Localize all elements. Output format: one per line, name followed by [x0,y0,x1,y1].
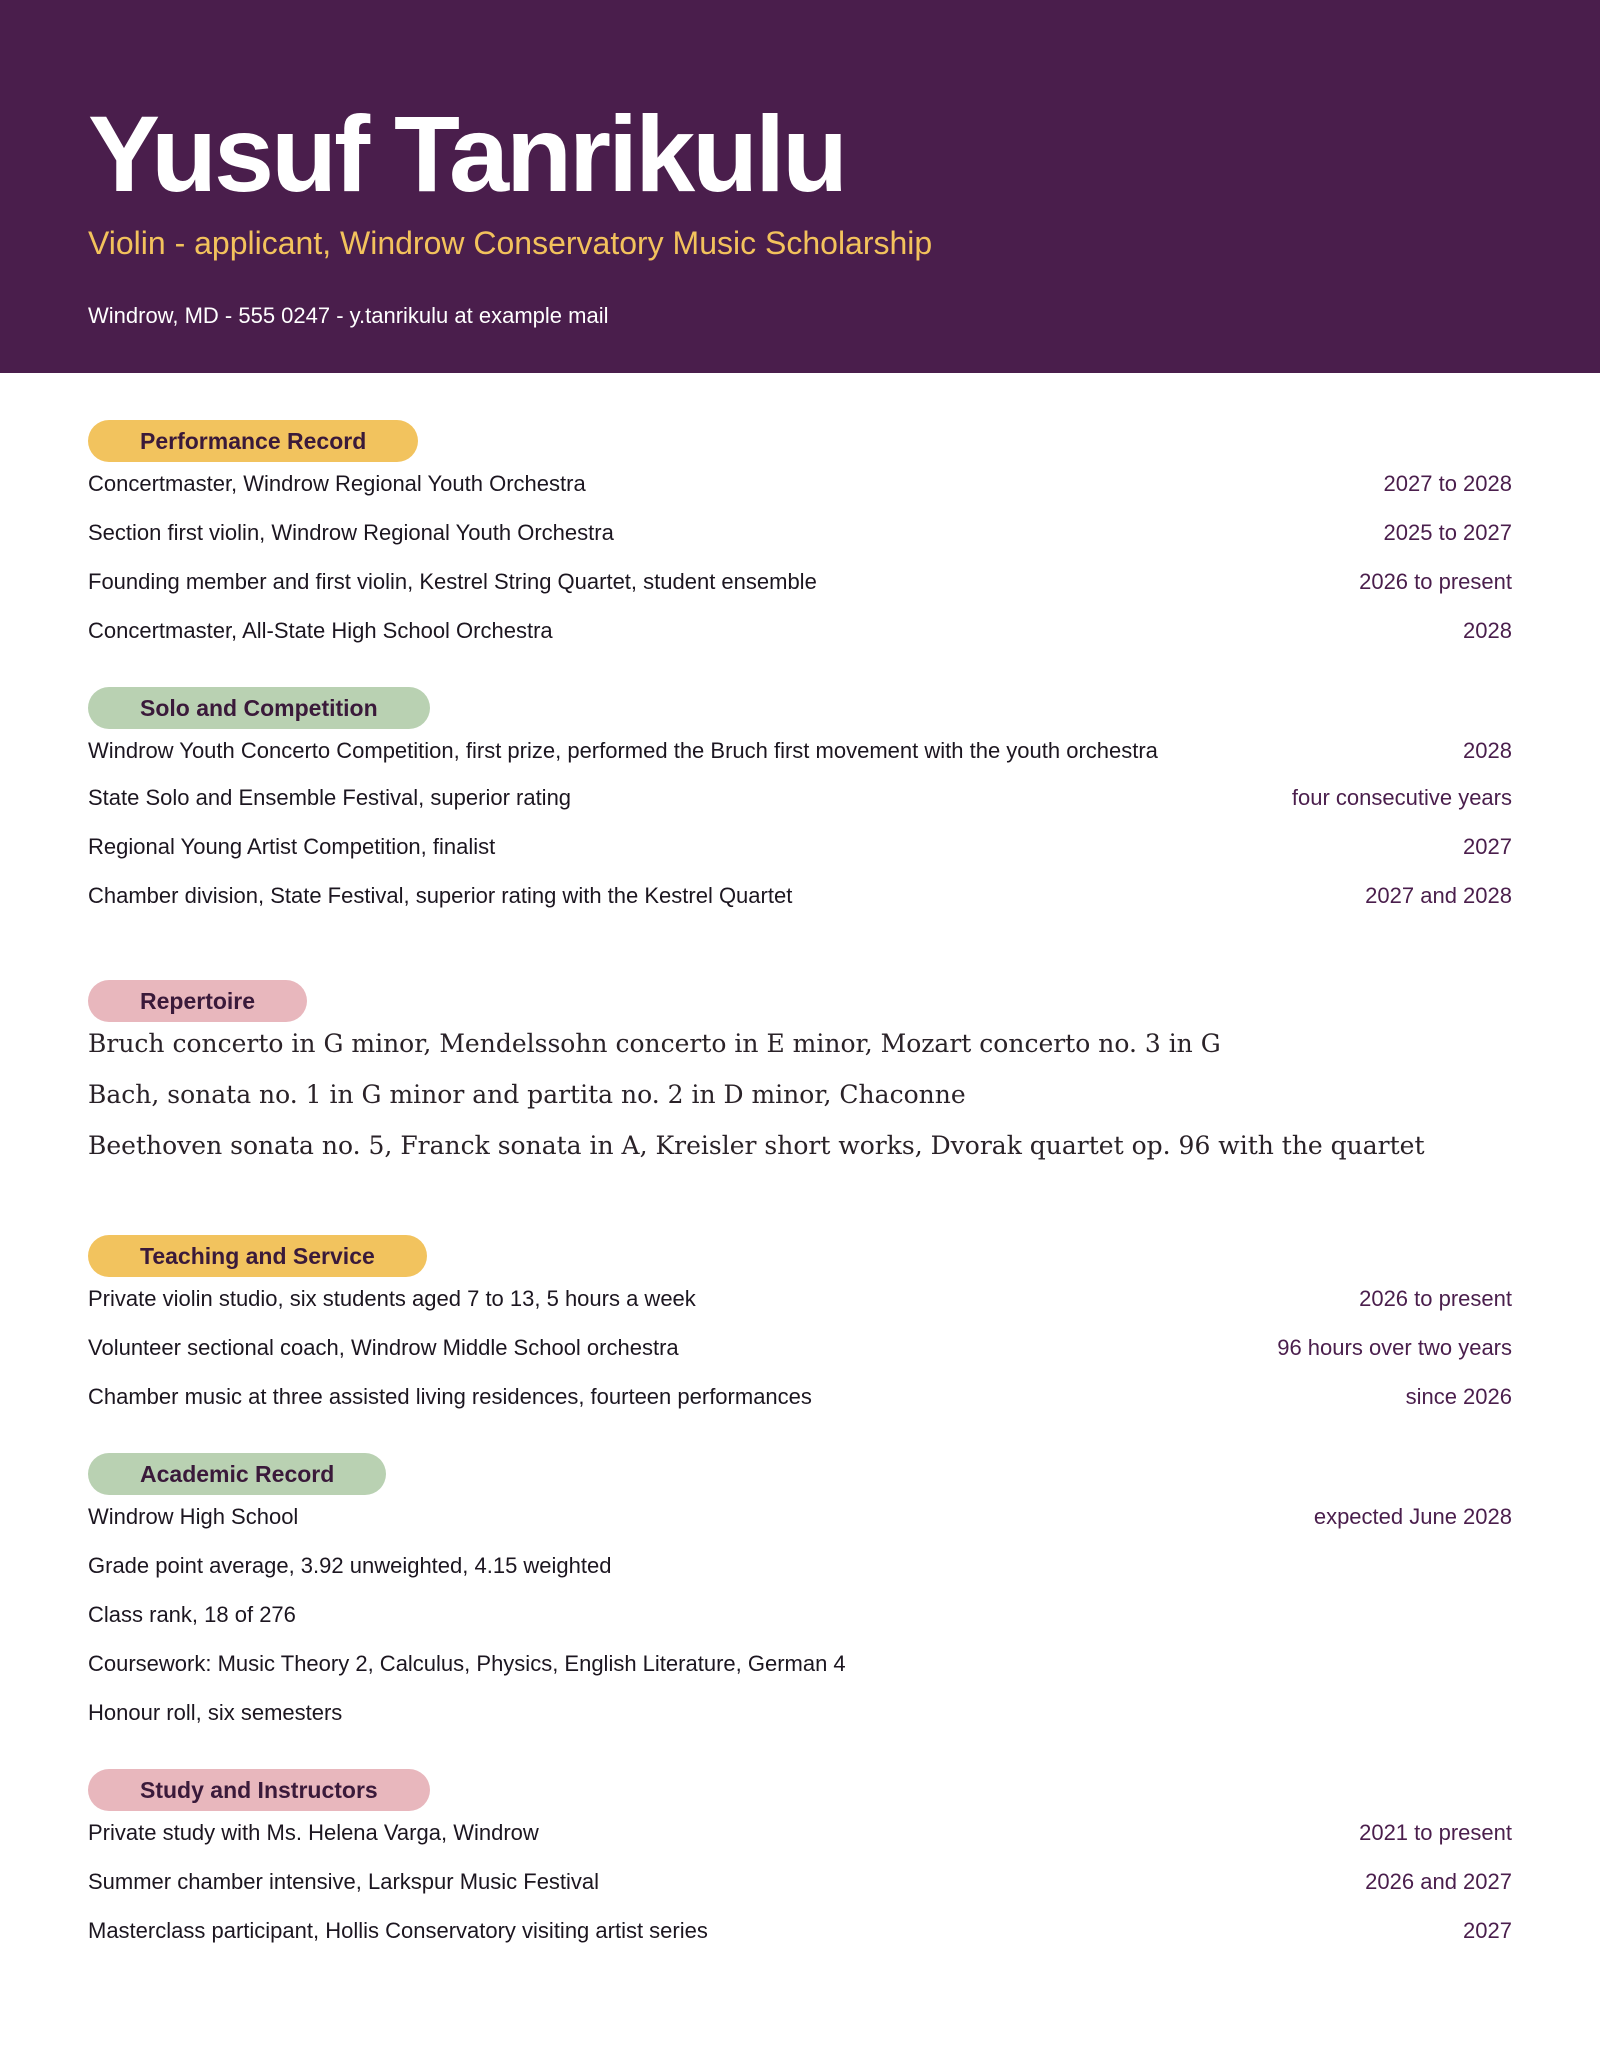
entry-text: Founding member and first violin, Kestrel String Quartet, student ensemble [88,569,817,594]
list-item [88,1917,1512,1944]
entry-date: 2026 to present [1359,1286,1512,1311]
list-item [88,1383,1512,1410]
section-repertoire [88,980,1512,1162]
entry-text: Honour roll, six semesters [88,1700,343,1725]
entry-text: Concertmaster, Windrow Regional Youth Orchestra [88,471,586,496]
list-item [88,470,1512,497]
entry-date: 2027 [1463,834,1512,859]
entry-list [88,470,1512,644]
entry-date: 2025 to 2027 [1383,520,1512,545]
section-heading: Academic Record [88,1453,386,1495]
list-item [88,1552,1512,1579]
entry-text: Private study with Ms. Helena Varga, Windrow [88,1820,539,1845]
entry-text: Windrow High School [88,1504,299,1529]
applicant-name: Yusuf Tanrikulu [88,93,846,214]
list-item [88,1601,1512,1628]
header-banner [0,0,1600,373]
list-item [88,1819,1512,1846]
entry-date: since 2026 [1405,1384,1512,1409]
list-item [88,1503,1512,1530]
entry-date: 2027 and 2028 [1365,883,1512,908]
entry-date: four consecutive years [1291,785,1512,810]
list-item [88,737,1512,764]
entry-list [88,1819,1512,1944]
repertoire-line: Beethoven sonata no. 5, Franck sonata in A, Kreisler short works, Dvorak quartet op. 96 with the quartet [88,1131,1425,1160]
applicant-subtitle: Violin - applicant, Windrow Conservatory Music Scholarship [88,225,933,261]
entry-list [88,1285,1512,1410]
section-solo-and-competition [88,687,1512,909]
section-heading: Teaching and Service [88,1235,427,1277]
repertoire-line: Bach, sonata no. 1 in G minor and partita no. 2 in D minor, Chaconne [88,1080,966,1109]
section-study-and-instructors [88,1769,1512,1944]
list-item [88,1130,1512,1162]
entry-text: State Solo and Ensemble Festival, superior rating [88,785,572,810]
list-item [88,1285,1512,1312]
list-item [88,1334,1512,1361]
list-item [88,882,1512,909]
entry-date: 2027 to 2028 [1383,471,1512,496]
list-item [88,1079,1512,1111]
section-heading: Repertoire [88,980,307,1022]
list-item [88,519,1512,546]
list-item [88,568,1512,595]
entry-text: Class rank, 18 of 276 [88,1602,296,1627]
entry-date: 96 hours over two years [1277,1335,1512,1360]
entry-date: 2026 to present [1359,569,1512,594]
entry-text: Coursework: Music Theory 2, Calculus, Physics, English Literature, German 4 [88,1651,846,1676]
list-item [88,784,1512,811]
entry-list [88,737,1512,909]
entry-list [88,1028,1512,1162]
entry-list [88,1503,1512,1726]
entry-date: 2021 to present [1359,1820,1512,1845]
list-item [88,833,1512,860]
section-teaching-and-service [88,1235,1512,1410]
entry-date: 2028 [1463,618,1512,643]
entry-text: Windrow Youth Concerto Competition, first prize, performed the Bruch first movement with the youth orchestra [88,738,1158,763]
repertoire-line: Bruch concerto in G minor, Mendelssohn concerto in E minor, Mozart concerto no. 3 in G [88,1029,1221,1058]
entry-date: 2026 and 2027 [1365,1869,1512,1894]
entry-text: Section first violin, Windrow Regional Youth Orchestra [88,520,614,545]
entry-date: 2027 [1463,1918,1512,1943]
section-heading: Study and Instructors [88,1769,430,1811]
section-heading: Performance Record [88,420,418,462]
list-item [88,1868,1512,1895]
entry-text: Grade point average, 3.92 unweighted, 4.15 weighted [88,1553,612,1578]
entry-text: Regional Young Artist Competition, finalist [88,834,496,859]
entry-text: Chamber music at three assisted living residences, fourteen performances [88,1384,812,1409]
entry-text: Masterclass participant, Hollis Conservatory visiting artist series [88,1918,708,1943]
list-item [88,1028,1512,1060]
entry-date: 2028 [1463,738,1512,763]
section-heading: Solo and Competition [88,687,430,729]
entry-text: Chamber division, State Festival, superior rating with the Kestrel Quartet [88,883,793,908]
entry-text: Summer chamber intensive, Larkspur Music Festival [88,1869,600,1894]
entry-text: Volunteer sectional coach, Windrow Middle School orchestra [88,1335,679,1360]
section-performance-record [88,420,1512,644]
list-item [88,617,1512,644]
contact-line: Windrow, MD - 555 0247 - y.tanrikulu at example mail [88,303,609,328]
list-item [88,1650,1512,1677]
entry-text: Concertmaster, All-State High School Orchestra [88,618,553,643]
section-academic-record [88,1453,1512,1726]
entry-date: expected June 2028 [1313,1504,1512,1529]
entry-text: Private violin studio, six students aged 7 to 13, 5 hours a week [88,1286,696,1311]
list-item [88,1699,1512,1726]
